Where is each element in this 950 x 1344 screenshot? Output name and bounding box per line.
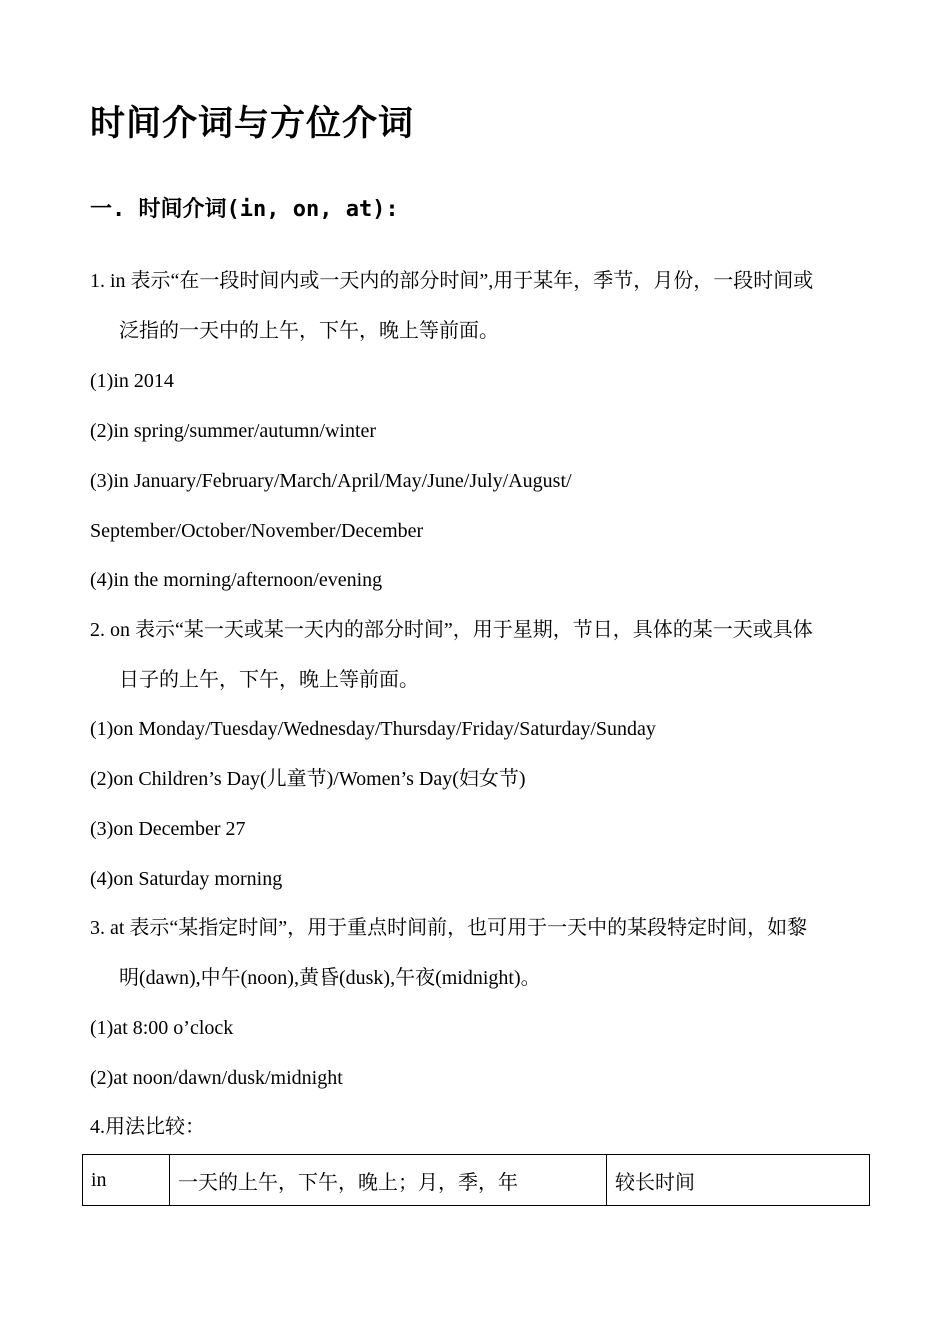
table-cell-usage: 一天的上午，下午，晚上；月，季，年	[170, 1155, 607, 1206]
example-on-3: (3)on December 27	[90, 818, 246, 840]
example-in-3-continued: September/October/November/December	[90, 520, 424, 542]
rule-1-in-continued: 泛指的一天中的上午，下午，晚上等前面。	[119, 320, 499, 342]
rule-3-at-continued: 明(dawn),中午(noon),黄昏(dusk),午夜(midnight)。	[119, 967, 541, 989]
example-at-2: (2)at noon/dawn/dusk/midnight	[90, 1067, 343, 1089]
rule-2-on-continued: 日子的上午，下午，晚上等前面。	[119, 669, 419, 691]
rule-2-on: 2. on 表示“某一天或某一天内的部分时间”，用于星期，节日，具体的某一天或具体	[90, 619, 813, 641]
example-in-4: (4)in the morning/afternoon/evening	[90, 569, 383, 591]
example-in-2: (2)in spring/summer/autumn/winter	[90, 420, 377, 442]
table-row	[83, 1155, 870, 1206]
rule-4-comparison: 4.用法比较：	[90, 1116, 205, 1138]
example-at-1: (1)at 8:00 o’clock	[90, 1017, 234, 1039]
example-on-1: (1)on Monday/Tuesday/Wednesday/Thursday/Friday/Saturday/Sunday	[90, 718, 656, 740]
example-in-1: (1)in 2014	[90, 370, 174, 392]
comparison-table	[82, 1154, 870, 1206]
rule-1-in: 1. in 表示“在一段时间内或一天内的部分时间”,用于某年，季节，月份，一段时间或	[90, 270, 814, 292]
example-in-3: (3)in January/February/March/April/May/June/July/August/	[90, 470, 572, 492]
section-heading-time-prepositions: 一. 时间介词(in, on, at):	[90, 197, 399, 222]
table-cell-duration: 较长时间	[607, 1155, 870, 1206]
example-on-4: (4)on Saturday morning	[90, 868, 283, 890]
rule-3-at: 3. at 表示“某指定时间”，用于重点时间前，也可用于一天中的某段特定时间，如黎	[90, 917, 808, 939]
document-title: 时间介词与方位介词	[90, 104, 415, 144]
table-cell-preposition: in	[83, 1155, 170, 1206]
example-on-2: (2)on Children’s Day(儿童节)/Women’s Day(妇女节)	[90, 768, 526, 790]
